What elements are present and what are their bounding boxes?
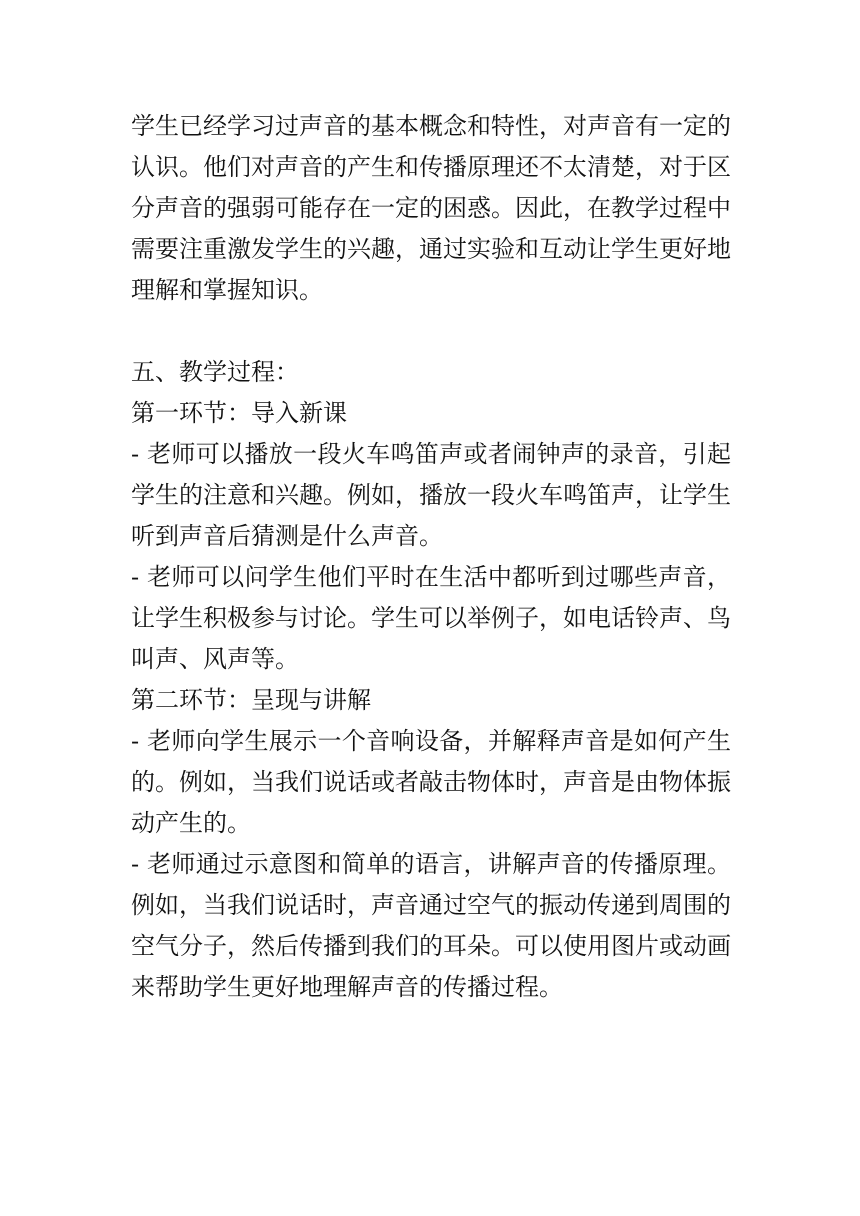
section-title: 五、教学过程： xyxy=(131,358,299,386)
part-1-item-2: - 老师可以问学生他们平时在生活中都听到过哪些声音，让学生积极参与讨论。学生可以举例子，如电话铃声、鸟叫声、风声等。 xyxy=(131,563,731,673)
part-1-title: 第一环节：导入新课 xyxy=(131,399,347,427)
part-2-title: 第二环节：呈现与讲解 xyxy=(131,686,371,714)
intro-paragraph: 学生已经学习过声音的基本概念和特性，对声音有一定的认识。他们对声音的产生和传播原理还不太清楚，对于区分声音的强弱可能存在一定的困惑。因此，在教学过程中需要注重激发学生的兴趣，通过实验和互动让学生更好地理解和掌握知识。 xyxy=(131,112,731,304)
part-2-item-1: - 老师向学生展示一个音响设备，并解释声音是如何产生的。例如，当我们说话或者敲击物体时，声音是由物体振动产生的。 xyxy=(131,727,731,837)
document-body xyxy=(131,106,731,1008)
part-2-item-2: - 老师通过示意图和简单的语言，讲解声音的传播原理。例如，当我们说话时，声音通过空气的振动传递到周围的空气分子，然后传播到我们的耳朵。可以使用图片或动画来帮助学生更好地理解声音的传播过程。 xyxy=(131,850,731,1001)
part-1-item-1: - 老师可以播放一段火车鸣笛声或者闹钟声的录音，引起学生的注意和兴趣。例如，播放一段火车鸣笛声，让学生听到声音后猜测是什么声音。 xyxy=(131,440,731,550)
